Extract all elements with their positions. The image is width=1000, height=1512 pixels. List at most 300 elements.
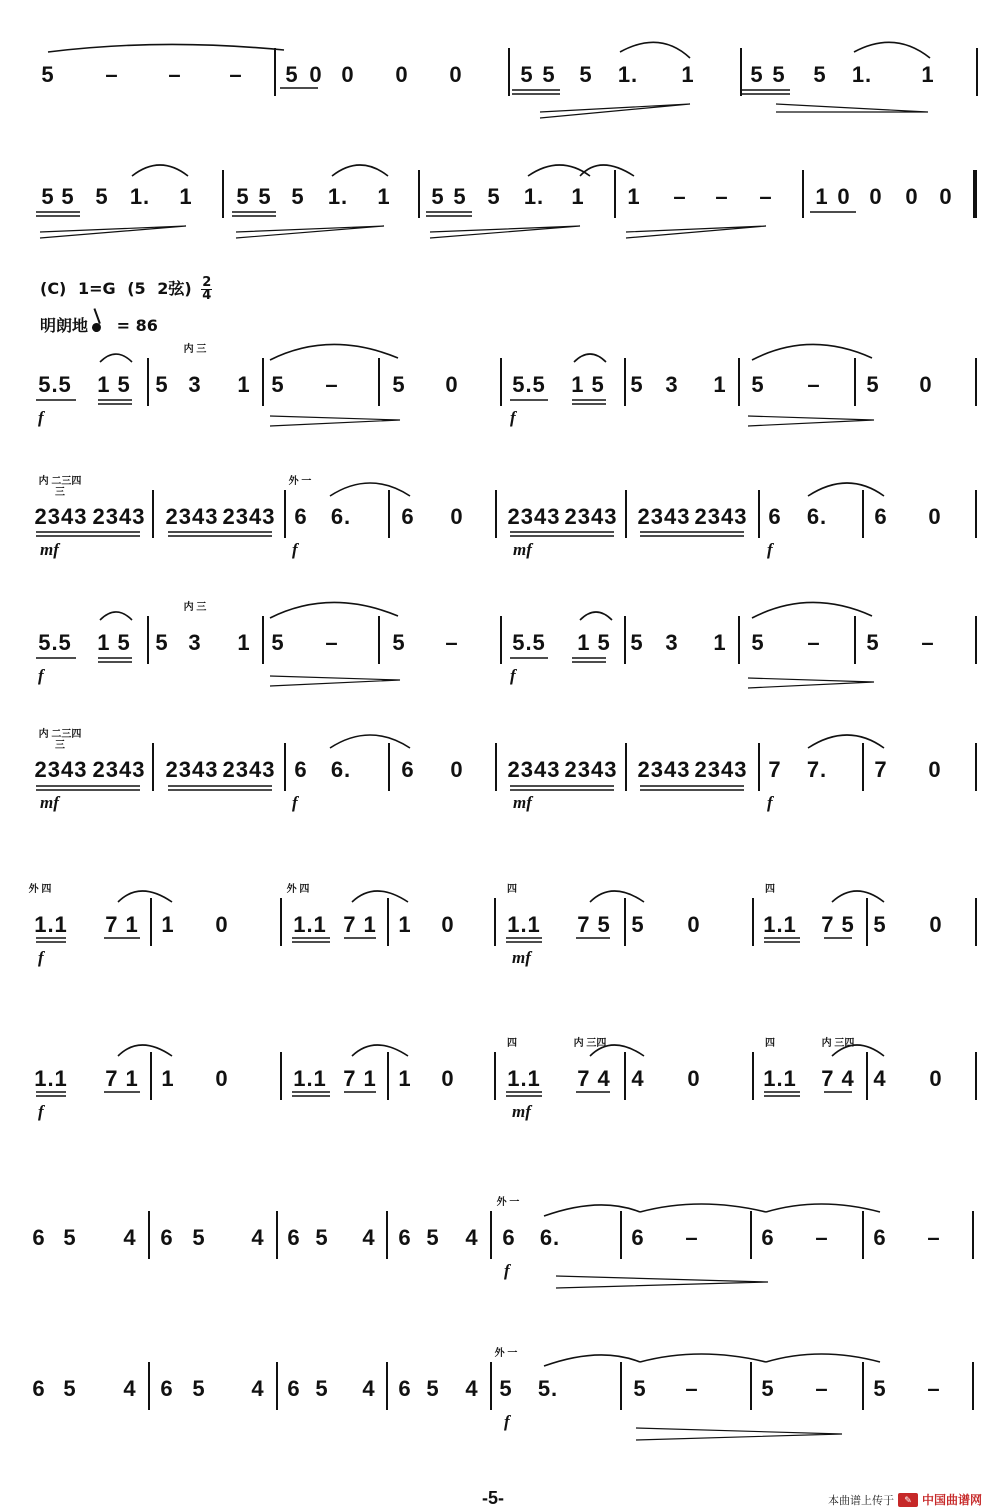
note-row3-13: 1 <box>713 372 727 397</box>
fingering-mark: 外 一 <box>288 476 312 487</box>
barline <box>490 1211 492 1259</box>
barline <box>495 743 497 791</box>
note-row3-8: 0 <box>445 372 459 397</box>
note-row4-2: 2343 <box>165 504 219 529</box>
note-row7-13: 7 5 <box>821 912 855 937</box>
dynamic-marking: f <box>767 793 773 812</box>
note-row3-6: – <box>325 372 339 397</box>
slur-line <box>528 165 590 176</box>
note-row1-1: – <box>105 62 119 87</box>
note-row1-15: 5 <box>772 62 786 87</box>
note-row4-15: 0 <box>928 504 942 529</box>
note-row8-13: 7 4 <box>821 1066 855 1091</box>
note-row6-13: 7. <box>806 757 828 782</box>
barline <box>975 490 977 538</box>
time-signature <box>201 277 212 302</box>
note-row8-9: 7 4 <box>577 1066 611 1091</box>
barline <box>284 490 286 538</box>
note-row1-8: 0 <box>449 62 463 87</box>
fingering-mark: 内 三四 <box>821 1038 855 1049</box>
tuning-open-label: (5 <box>127 279 146 298</box>
note-row2-5: 5 <box>236 184 250 209</box>
slur-line <box>580 165 634 176</box>
barline <box>152 490 154 538</box>
barline <box>750 1211 752 1259</box>
barline <box>854 616 856 664</box>
note-row10-8: 4 <box>362 1376 376 1401</box>
barline <box>862 490 864 538</box>
slur-line <box>352 891 408 902</box>
note-row7-5: 7 1 <box>343 912 377 937</box>
barline <box>222 170 224 218</box>
note-row1-16: 5 <box>813 62 827 87</box>
dynamic-marking: f <box>504 1412 510 1431</box>
dynamic-marking: f <box>510 408 516 427</box>
note-row9-2: 4 <box>123 1225 137 1250</box>
hairpin <box>626 226 766 238</box>
note-row8-7: 0 <box>441 1066 455 1091</box>
barline <box>386 1211 388 1259</box>
hairpin <box>270 416 400 426</box>
note-row8-3: 0 <box>215 1066 229 1091</box>
note-row9-17: – <box>815 1225 829 1250</box>
fingering-mark: 外 四 <box>286 884 310 895</box>
note-row9-13: 6. <box>539 1225 561 1250</box>
note-row6-0: 2343 <box>34 757 88 782</box>
slur-line <box>574 354 606 362</box>
note-row7-1: 7 1 <box>105 912 139 937</box>
note-row1-18: 1 <box>921 62 935 87</box>
barline <box>284 743 286 791</box>
barline <box>388 743 390 791</box>
slur-line <box>620 42 690 58</box>
note-row2-2: 5 <box>95 184 109 209</box>
note-row2-0: 5 <box>41 184 55 209</box>
note-row1-2: – <box>168 62 182 87</box>
note-row6-15: 0 <box>928 757 942 782</box>
note-row2-11: 5 <box>453 184 467 209</box>
note-row4-4: 6 <box>294 504 308 529</box>
barline <box>738 358 740 406</box>
note-row10-9: 6 <box>398 1376 412 1401</box>
dynamic-marking: mf <box>512 948 531 967</box>
note-row2-1: 5 <box>61 184 75 209</box>
note-row10-6: 6 <box>287 1376 301 1401</box>
note-row2-20: 0 <box>837 184 851 209</box>
barline <box>625 490 627 538</box>
site-name: 中国曲谱网 <box>921 1493 982 1507</box>
note-row3-10: 1 5 <box>571 372 605 397</box>
note-row9-4: 5 <box>192 1225 206 1250</box>
note-row7-15: 0 <box>929 912 943 937</box>
note-row5-13: 1 <box>713 630 727 655</box>
slur-line <box>640 1204 766 1212</box>
barline <box>387 898 389 946</box>
barline <box>625 743 627 791</box>
note-row9-19: – <box>927 1225 941 1250</box>
note-row6-2: 2343 <box>165 757 219 782</box>
fingering-mark: 四 <box>507 1038 517 1049</box>
note-row10-18: 5 <box>873 1376 887 1401</box>
note-row2-15: 1 <box>627 184 641 209</box>
note-row10-13: 5. <box>537 1376 559 1401</box>
note-row5-2: 5 <box>155 630 169 655</box>
note-row10-10: 5 <box>426 1376 440 1401</box>
note-row3-9: 5.5 <box>512 372 546 397</box>
barline <box>975 616 977 664</box>
note-row10-5: 4 <box>251 1376 265 1401</box>
barline <box>500 358 502 406</box>
slur-line <box>332 165 388 176</box>
note-row7-7: 0 <box>441 912 455 937</box>
barline <box>975 743 977 791</box>
note-row5-1: 1 5 <box>97 630 131 655</box>
note-row3-12: 3 <box>665 372 679 397</box>
note-row8-8: 1.1 <box>507 1066 541 1091</box>
hairpin <box>236 226 384 238</box>
barline <box>862 1362 864 1410</box>
note-row2-3: 1. <box>129 184 151 209</box>
note-row5-11: 5 <box>630 630 644 655</box>
note-row6-7: 0 <box>450 757 464 782</box>
note-row5-15: – <box>807 630 821 655</box>
note-row7-3: 0 <box>215 912 229 937</box>
note-row9-10: 5 <box>426 1225 440 1250</box>
dynamic-marking: f <box>292 793 298 812</box>
note-row10-14: 5 <box>633 1376 647 1401</box>
note-row9-16: 6 <box>761 1225 775 1250</box>
note-row8-5: 7 1 <box>343 1066 377 1091</box>
barline <box>280 898 282 946</box>
note-row2-19: 1 <box>815 184 829 209</box>
barline <box>490 1362 492 1410</box>
note-row7-11: 0 <box>687 912 701 937</box>
fingering-mark: 内 二三四三 <box>38 729 82 751</box>
note-row4-1: 2343 <box>92 504 146 529</box>
footer-credit-text: 本曲谱上传于 <box>827 1494 894 1507</box>
barline <box>378 358 380 406</box>
slur-line <box>808 735 884 748</box>
barline <box>495 490 497 538</box>
dynamic-marking: f <box>510 666 516 685</box>
barline <box>148 1362 150 1410</box>
fingering-mark: 外 四 <box>28 884 52 895</box>
note-row3-17: 0 <box>919 372 933 397</box>
dynamic-marking: f <box>38 948 44 967</box>
note-row5-3: 3 <box>188 630 202 655</box>
barline <box>738 616 740 664</box>
note-row10-11: 4 <box>465 1376 479 1401</box>
note-row4-0: 2343 <box>34 504 88 529</box>
note-row3-15: – <box>807 372 821 397</box>
note-row7-0: 1.1 <box>34 912 68 937</box>
note-row7-9: 7 5 <box>577 912 611 937</box>
barline <box>500 616 502 664</box>
tempo-expression: 明朗地 <box>40 316 89 335</box>
note-row6-12: 7 <box>768 757 782 782</box>
hairpin <box>540 104 690 118</box>
note-row3-16: 5 <box>866 372 880 397</box>
barline <box>274 48 276 96</box>
slur-line <box>544 1205 640 1216</box>
note-row2-16: – <box>673 184 687 209</box>
note-row4-6: 6 <box>401 504 415 529</box>
barline <box>388 490 390 538</box>
dynamic-marking: f <box>767 540 773 559</box>
note-row9-0: 6 <box>32 1225 46 1250</box>
dynamic-marking: mf <box>513 793 532 812</box>
note-row2-14: 1 <box>571 184 585 209</box>
note-row4-8: 2343 <box>507 504 561 529</box>
note-row9-18: 6 <box>873 1225 887 1250</box>
note-row1-13: 1 <box>681 62 695 87</box>
barline <box>280 1052 282 1100</box>
tempo-bpm: = 86 <box>116 316 158 335</box>
note-row5-12: 3 <box>665 630 679 655</box>
barline <box>975 1052 977 1100</box>
barline <box>972 1211 974 1259</box>
slur-line <box>544 1355 640 1366</box>
hairpin <box>748 678 874 688</box>
note-row2-8: 1. <box>327 184 349 209</box>
fingering-mark: 外 一 <box>494 1348 518 1359</box>
barline <box>740 48 742 96</box>
note-row2-9: 1 <box>377 184 391 209</box>
dynamic-marking: mf <box>40 540 59 559</box>
barline <box>150 898 152 946</box>
footer-credit <box>828 1491 982 1508</box>
barline <box>750 1362 752 1410</box>
barline <box>975 898 977 946</box>
note-row5-10: 1 5 <box>577 630 611 655</box>
section-key-heading <box>40 276 212 302</box>
note-row5-9: 5.5 <box>512 630 546 655</box>
barline <box>624 616 626 664</box>
note-row9-12: 6 <box>502 1225 516 1250</box>
note-row8-15: 0 <box>929 1066 943 1091</box>
note-row2-13: 1. <box>523 184 545 209</box>
note-row4-3: 2343 <box>222 504 276 529</box>
note-row10-16: 5 <box>761 1376 775 1401</box>
fingering-mark: 内 二三四三 <box>38 476 82 498</box>
note-row3-3: 3 <box>188 372 202 397</box>
slur-line <box>808 483 884 496</box>
barline <box>624 898 626 946</box>
note-row10-2: 4 <box>123 1376 137 1401</box>
note-row7-6: 1 <box>398 912 412 937</box>
note-row4-13: 6. <box>806 504 828 529</box>
note-row4-9: 2343 <box>564 504 618 529</box>
note-row1-6: 0 <box>341 62 355 87</box>
note-row8-10: 4 <box>631 1066 645 1091</box>
barline <box>866 898 868 946</box>
tuning-rest-label: 2弦) <box>157 279 192 298</box>
slur-line <box>590 891 644 902</box>
note-row1-10: 5 <box>542 62 556 87</box>
barline <box>494 898 496 946</box>
section-label: (C) <box>40 279 67 298</box>
slur-line <box>330 735 410 748</box>
note-row7-12: 1.1 <box>763 912 797 937</box>
barline <box>418 170 420 218</box>
barline <box>975 358 977 406</box>
final-barline <box>973 170 977 218</box>
time-signature-top: 2 <box>202 275 212 290</box>
note-row10-17: – <box>815 1376 829 1401</box>
slur-line <box>580 612 612 620</box>
slur-line <box>854 42 930 58</box>
note-row5-6: – <box>325 630 339 655</box>
barline <box>386 1362 388 1410</box>
note-row7-14: 5 <box>873 912 887 937</box>
barline <box>854 358 856 406</box>
note-row7-8: 1.1 <box>507 912 541 937</box>
dynamic-marking: f <box>292 540 298 559</box>
note-row3-2: 5 <box>155 372 169 397</box>
barline <box>147 358 149 406</box>
note-row1-4: 5 <box>285 62 299 87</box>
note-row4-12: 6 <box>768 504 782 529</box>
note-row8-1: 7 1 <box>105 1066 139 1091</box>
hairpin <box>636 1428 842 1440</box>
note-row3-11: 5 <box>630 372 644 397</box>
note-row5-16: 5 <box>866 630 880 655</box>
page-number: -5- <box>482 1488 504 1508</box>
note-row10-7: 5 <box>315 1376 329 1401</box>
note-row6-9: 2343 <box>564 757 618 782</box>
note-row1-12: 1. <box>617 62 639 87</box>
barline <box>387 1052 389 1100</box>
hairpin <box>270 676 400 686</box>
note-row1-3: – <box>229 62 243 87</box>
fingering-mark: 四 <box>765 1038 775 1049</box>
slur-line <box>330 483 410 496</box>
note-row5-8: – <box>445 630 459 655</box>
barline <box>262 358 264 406</box>
dynamic-marking: mf <box>513 540 532 559</box>
barline <box>378 616 380 664</box>
fingering-mark: 四 <box>507 884 517 895</box>
barline <box>262 616 264 664</box>
note-row9-11: 4 <box>465 1225 479 1250</box>
hairpin <box>748 416 874 426</box>
note-row6-5: 6. <box>330 757 352 782</box>
note-row5-14: 5 <box>751 630 765 655</box>
barline <box>494 1052 496 1100</box>
barline <box>866 1052 868 1100</box>
note-row1-0: 5 <box>41 62 55 87</box>
note-row9-6: 6 <box>287 1225 301 1250</box>
slur-line <box>640 1354 766 1362</box>
note-row2-18: – <box>759 184 773 209</box>
barline <box>276 1211 278 1259</box>
note-row9-9: 6 <box>398 1225 412 1250</box>
note-row8-6: 1 <box>398 1066 412 1091</box>
note-row10-15: – <box>685 1376 699 1401</box>
note-row3-4: 1 <box>237 372 251 397</box>
slur-line <box>132 165 188 176</box>
note-row6-6: 6 <box>401 757 415 782</box>
note-row9-3: 6 <box>160 1225 174 1250</box>
dynamic-marking: f <box>504 1261 510 1280</box>
fingering-mark: 内 三 <box>183 344 207 355</box>
note-row6-4: 6 <box>294 757 308 782</box>
slur-line <box>48 44 284 52</box>
hairpin <box>776 104 928 112</box>
dynamic-marking: f <box>38 408 44 427</box>
barline <box>624 1052 626 1100</box>
barline <box>972 1362 974 1410</box>
barline <box>976 48 978 96</box>
note-row9-7: 5 <box>315 1225 329 1250</box>
note-row10-3: 6 <box>160 1376 174 1401</box>
slur-line <box>118 1045 172 1056</box>
note-row4-11: 2343 <box>694 504 748 529</box>
note-row5-7: 5 <box>392 630 406 655</box>
note-row6-3: 2343 <box>222 757 276 782</box>
dynamic-marking: f <box>38 1102 44 1121</box>
hairpin <box>430 226 580 238</box>
note-row1-14: 5 <box>750 62 764 87</box>
dynamic-marking: mf <box>512 1102 531 1121</box>
note-row2-4: 1 <box>179 184 193 209</box>
note-row4-5: 6. <box>330 504 352 529</box>
note-row3-5: 5 <box>271 372 285 397</box>
note-row2-22: 0 <box>905 184 919 209</box>
note-row7-10: 5 <box>631 912 645 937</box>
note-row10-1: 5 <box>63 1376 77 1401</box>
slur-line <box>100 354 132 362</box>
key-label: 1=G <box>77 279 116 298</box>
note-row4-7: 0 <box>450 504 464 529</box>
barline <box>150 1052 152 1100</box>
note-row3-1: 1 5 <box>97 372 131 397</box>
note-row2-12: 5 <box>487 184 501 209</box>
note-row2-7: 5 <box>291 184 305 209</box>
barline <box>508 48 510 96</box>
dynamic-marking: f <box>38 666 44 685</box>
note-row10-4: 5 <box>192 1376 206 1401</box>
note-row3-7: 5 <box>392 372 406 397</box>
tempo-marking <box>40 313 158 336</box>
slur-line <box>100 612 132 620</box>
note-row9-1: 5 <box>63 1225 77 1250</box>
note-row4-14: 6 <box>874 504 888 529</box>
note-row1-5: 0 <box>309 62 323 87</box>
note-row6-8: 2343 <box>507 757 561 782</box>
note-row3-0: 5.5 <box>38 372 72 397</box>
slur-line <box>352 1045 408 1056</box>
barline <box>276 1362 278 1410</box>
note-row8-11: 0 <box>687 1066 701 1091</box>
barline <box>752 898 754 946</box>
barline <box>147 616 149 664</box>
slur-line <box>766 1354 880 1362</box>
note-row5-5: 5 <box>271 630 285 655</box>
hairpin <box>40 226 186 238</box>
note-row5-4: 1 <box>237 630 251 655</box>
barline <box>624 358 626 406</box>
note-row2-17: – <box>715 184 729 209</box>
barline <box>758 743 760 791</box>
note-row8-12: 1.1 <box>763 1066 797 1091</box>
quarter-note-icon <box>91 322 103 334</box>
note-row6-10: 2343 <box>637 757 691 782</box>
note-row10-19: – <box>927 1376 941 1401</box>
note-row6-14: 7 <box>874 757 888 782</box>
note-row2-6: 5 <box>258 184 272 209</box>
barline <box>152 743 154 791</box>
